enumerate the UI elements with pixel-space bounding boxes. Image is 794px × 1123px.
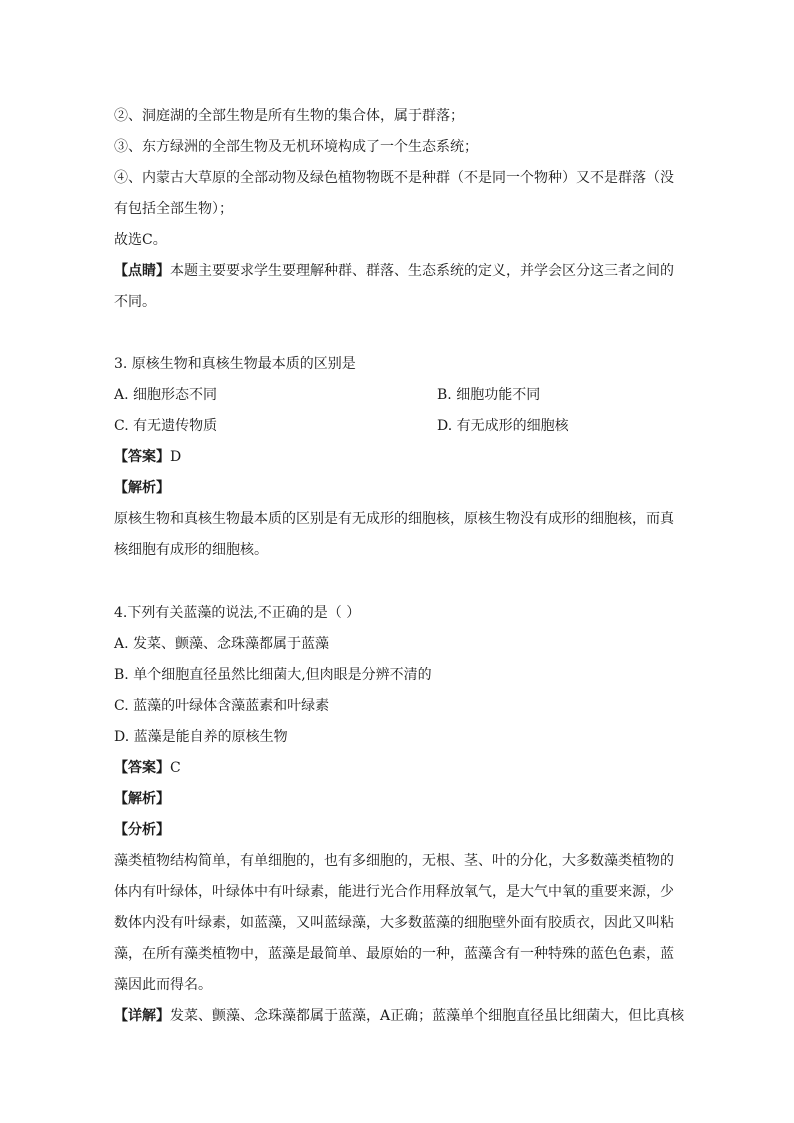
item-4-line1: ④、内蒙古大草原的全部动物及绿色植物物既不是种群（不是同一个物种）又不是群落（没: [114, 170, 674, 186]
point-text-line2: 不同。: [114, 294, 156, 310]
q4-fenxi-line: 藻，在所有藻类植物中，蓝藻是最简单、最原始的一种，蓝藻含有一种特殊的蓝色色素，蓝: [114, 946, 674, 962]
point-tag: 【点睛】: [114, 263, 170, 279]
q3-analysis-line1: 原核生物和真核生物最本质的区别是有无成形的细胞核，原核生物没有成形的细胞核，而真: [114, 511, 674, 527]
point-line1: [114, 261, 674, 281]
q4-fenxi-line: 藻因此而得名。: [114, 977, 212, 993]
q4-stem: 4.下列有关蓝藻的说法,不正确的是（ ）: [114, 605, 361, 621]
q4-answer: [114, 758, 181, 778]
q3-answer-tag: 【答案】: [114, 449, 170, 465]
q3-answer: [114, 447, 181, 467]
q4-answer-tag: 【答案】: [114, 760, 170, 776]
q4-option-a: A. 发菜、颤藻、念珠藻都属于蓝藻: [114, 636, 330, 652]
q4-analysis-tag: 【解析】: [114, 791, 170, 807]
conclusion: 故选C。: [114, 232, 167, 248]
q3-option-d: D. 有无成形的细胞核: [437, 418, 569, 434]
q4-fenxi-line: 藻类植物结构简单，有单细胞的，也有多细胞的，无根、茎、叶的分化，大多数藻类植物的: [114, 853, 674, 869]
q4-detail-text: 发菜、颤藻、念珠藻都属于蓝藻，A正确；蓝藻单个细胞直径虽比细菌大，但比真核: [170, 1008, 685, 1024]
q4-detail: [114, 1006, 684, 1026]
item-2: ②、洞庭湖的全部生物是所有生物的集合体，属于群落；: [114, 108, 464, 124]
q4-fenxi-line: 数体内没有叶绿素，如蓝藻，又叫蓝绿藻，大多数蓝藻的细胞壁外面有胶质衣，因此又叫粘: [114, 915, 674, 931]
item-3: ③、东方绿洲的全部生物及无机环境构成了一个生态系统；: [114, 139, 478, 155]
q3-answer-value: D: [170, 449, 182, 465]
q4-option-c: C. 蓝藻的叶绿体含藻蓝素和叶绿素: [114, 698, 330, 714]
q3-stem: 3. 原核生物和真核生物最本质的区别是: [114, 356, 356, 372]
q4-option-d: D. 蓝藻是能自养的原核生物: [114, 729, 288, 745]
q4-detail-tag: 【详解】: [114, 1008, 170, 1024]
item-4-line2: 有包括全部生物）；: [114, 201, 233, 217]
q3-option-b: B. 细胞功能不同: [437, 387, 541, 403]
q3-analysis-tag: 【解析】: [114, 480, 170, 496]
q4-fenxi-tag: 【分析】: [114, 822, 170, 838]
q4-fenxi-line: 体内有叶绿体，叶绿体中有叶绿素，能进行光合作用释放氧气，是大气中氧的重要来源，少: [114, 884, 674, 900]
point-text-line1: 本题主要要求学生要理解种群、群落、生态系统的定义，并学会区分这三者之间的: [170, 263, 674, 279]
q3-option-a: A. 细胞形态不同: [114, 387, 218, 403]
q4-option-b: B. 单个细胞直径虽然比细菌大,但肉眼是分辨不清的: [114, 667, 432, 683]
q3-option-c: C. 有无遗传物质: [114, 418, 218, 434]
q3-analysis-line2: 核细胞有成形的细胞核。: [114, 542, 268, 558]
q4-answer-value: C: [170, 760, 181, 776]
